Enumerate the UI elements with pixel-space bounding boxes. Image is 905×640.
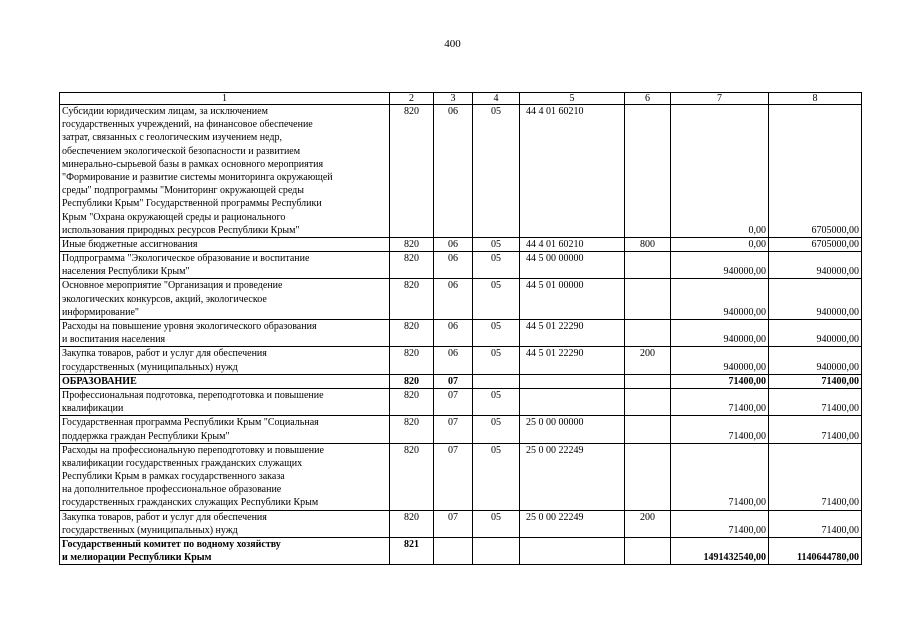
row-name-line: Закупка товаров, работ и услуг для обеспечения (62, 511, 267, 523)
row-name-line: Республики Крым в рамках государственного заказа (62, 471, 285, 483)
cell-amount-year2: 71400,00 (769, 388, 862, 415)
row-name-line: государственных учреждений, на финансовое обеспечение (62, 119, 313, 131)
column-header: 5 (520, 93, 625, 105)
cell-amount-year2: 940000,00 (769, 347, 862, 374)
row-name-line: затрат, связанных с геологическим изучением недр, (62, 132, 282, 144)
row-name-line: "Формирование и развитие системы мониторинга окружающей (62, 171, 333, 183)
row-name-line: Государственная программа Республики Крым "Социальная (62, 417, 319, 429)
cell-code-target (520, 374, 625, 388)
table-row (60, 237, 862, 251)
cell-code-ministry: 820 (390, 347, 434, 374)
cell-amount-year1: 71400,00 (671, 443, 769, 510)
row-name (60, 237, 390, 251)
cell-amount-year1: 940000,00 (671, 279, 769, 320)
cell-code-expense-type (625, 443, 671, 510)
row-name-line: Профессиональная подготовка, переподготовка и повышение (62, 389, 324, 401)
row-name (60, 374, 390, 388)
table-row (60, 374, 862, 388)
cell-code-ministry: 820 (390, 279, 434, 320)
row-name (60, 105, 390, 238)
cell-code-subsection: 05 (473, 416, 520, 443)
row-name-line: государственных (муниципальных) нужд (62, 361, 238, 373)
cell-amount-year1: 940000,00 (671, 252, 769, 279)
row-name-line: ОБРАЗОВАНИЕ (62, 375, 137, 387)
cell-code-expense-type (625, 279, 671, 320)
cell-code-section: 06 (434, 252, 473, 279)
row-name-line: информирование" (62, 306, 139, 318)
row-name (60, 416, 390, 443)
cell-code-target (520, 538, 625, 565)
cell-code-subsection (473, 538, 520, 565)
column-header: 1 (60, 93, 390, 105)
cell-code-ministry: 820 (390, 237, 434, 251)
cell-amount-year2: 1140644780,00 (769, 538, 862, 565)
cell-amount-year2: 71400,00 (769, 374, 862, 388)
row-name-line: Государственный комитет по водному хозяйству (62, 539, 281, 551)
row-name-line: Республики Крым" Государственной программы Республики (62, 198, 322, 210)
row-name-line: населения Республики Крым" (62, 266, 190, 278)
cell-code-ministry: 820 (390, 416, 434, 443)
cell-code-expense-type (625, 252, 671, 279)
row-name (60, 388, 390, 415)
row-name-line: Закупка товаров, работ и услуг для обеспечения (62, 348, 267, 360)
cell-code-target: 44 4 01 60210 (520, 237, 625, 251)
column-header: 8 (769, 93, 862, 105)
row-name (60, 510, 390, 537)
row-name-line: минерально-сырьевой базы в рамках основного мероприятия (62, 158, 324, 170)
cell-code-expense-type (625, 320, 671, 347)
header-row (60, 93, 862, 105)
cell-code-section: 06 (434, 279, 473, 320)
cell-code-section: 07 (434, 510, 473, 537)
cell-code-target: 44 5 01 22290 (520, 320, 625, 347)
column-header: 2 (390, 93, 434, 105)
cell-amount-year2: 71400,00 (769, 510, 862, 537)
cell-amount-year2: 940000,00 (769, 279, 862, 320)
cell-code-subsection: 05 (473, 105, 520, 238)
column-header: 6 (625, 93, 671, 105)
cell-amount-year1: 940000,00 (671, 347, 769, 374)
row-name-line: на дополнительное профессиональное образование (62, 484, 282, 496)
cell-code-section (434, 538, 473, 565)
table-row (60, 443, 862, 510)
row-name-line: экологических конкурсов, акций, экологическое (62, 293, 267, 305)
row-name-line: Основное мероприятие "Организация и проведение (62, 280, 283, 292)
cell-amount-year2: 6705000,00 (769, 105, 862, 238)
cell-code-section: 07 (434, 416, 473, 443)
row-name-line: использования природных ресурсов Республики Крым" (62, 224, 300, 236)
cell-amount-year1: 71400,00 (671, 374, 769, 388)
cell-code-subsection: 05 (473, 279, 520, 320)
row-name-line: среды" подпрограммы "Мониторинг окружающей среды (62, 185, 304, 197)
cell-code-target: 44 5 01 00000 (520, 279, 625, 320)
table-row (60, 538, 862, 565)
row-name-line: квалификации государственных гражданских служащих (62, 457, 303, 469)
table-row (60, 320, 862, 347)
cell-code-target: 44 5 01 22290 (520, 347, 625, 374)
budget-table (59, 92, 862, 565)
cell-amount-year1: 0,00 (671, 237, 769, 251)
cell-amount-year2: 71400,00 (769, 443, 862, 510)
cell-code-ministry: 820 (390, 105, 434, 238)
cell-code-ministry: 820 (390, 443, 434, 510)
cell-amount-year1: 1491432540,00 (671, 538, 769, 565)
cell-code-target: 25 0 00 22249 (520, 443, 625, 510)
column-header: 7 (671, 93, 769, 105)
cell-code-ministry: 821 (390, 538, 434, 565)
cell-code-expense-type (625, 416, 671, 443)
cell-code-ministry: 820 (390, 388, 434, 415)
cell-code-subsection: 05 (473, 510, 520, 537)
cell-code-ministry: 820 (390, 252, 434, 279)
cell-code-subsection: 05 (473, 443, 520, 510)
table-row (60, 279, 862, 320)
row-name (60, 347, 390, 374)
row-name-line: Субсидии юридическим лицам, за исключением (62, 106, 268, 117)
table-row (60, 252, 862, 279)
cell-code-expense-type: 200 (625, 347, 671, 374)
cell-code-expense-type (625, 374, 671, 388)
cell-code-target (520, 388, 625, 415)
row-name (60, 320, 390, 347)
cell-code-ministry: 820 (390, 374, 434, 388)
table-row (60, 388, 862, 415)
row-name-line: Расходы на профессиональную переподготовку и повышение (62, 444, 324, 456)
cell-code-subsection: 05 (473, 347, 520, 374)
row-name-line: и мелиорации Республики Крым (62, 552, 212, 564)
cell-amount-year1: 71400,00 (671, 510, 769, 537)
table-row (60, 347, 862, 374)
cell-amount-year2: 940000,00 (769, 320, 862, 347)
page-number: 400 (444, 38, 461, 50)
cell-code-ministry: 820 (390, 320, 434, 347)
cell-amount-year2: 940000,00 (769, 252, 862, 279)
row-name-line: обеспечением экологической безопасности и развитием (62, 145, 301, 157)
cell-code-subsection (473, 374, 520, 388)
row-name (60, 538, 390, 565)
row-name-line: квалификации (62, 403, 124, 415)
cell-code-section: 06 (434, 320, 473, 347)
row-name-line: Расходы на повышение уровня экологического образования (62, 321, 317, 333)
row-name-line: Подпрограмма "Экологическое образование и воспитание (62, 253, 310, 265)
table-row (60, 416, 862, 443)
cell-code-section: 07 (434, 388, 473, 415)
cell-code-expense-type (625, 388, 671, 415)
cell-code-subsection: 05 (473, 320, 520, 347)
cell-code-section: 07 (434, 374, 473, 388)
row-name-line: государственных гражданских служащих Республики Крым (62, 497, 319, 509)
row-name (60, 443, 390, 510)
cell-code-section: 06 (434, 237, 473, 251)
row-name-line: государственных (муниципальных) нужд (62, 524, 238, 536)
cell-amount-year2: 71400,00 (769, 416, 862, 443)
cell-code-expense-type (625, 105, 671, 238)
cell-code-target: 25 0 00 00000 (520, 416, 625, 443)
table-row (60, 105, 862, 238)
cell-code-target: 44 5 00 00000 (520, 252, 625, 279)
cell-code-target: 44 4 01 60210 (520, 105, 625, 238)
cell-code-section: 07 (434, 443, 473, 510)
cell-amount-year1: 71400,00 (671, 416, 769, 443)
row-name-line: Иные бюджетные ассигнования (62, 238, 198, 250)
column-header: 4 (473, 93, 520, 105)
row-name-line: Крым "Охрана окружающей среды и рационального (62, 211, 286, 223)
cell-amount-year1: 940000,00 (671, 320, 769, 347)
cell-code-expense-type: 200 (625, 510, 671, 537)
table-row (60, 510, 862, 537)
row-name-line: и воспитания населения (62, 334, 166, 346)
cell-amount-year1: 0,00 (671, 105, 769, 238)
column-header: 3 (434, 93, 473, 105)
cell-code-ministry: 820 (390, 510, 434, 537)
row-name (60, 252, 390, 279)
cell-code-target: 25 0 00 22249 (520, 510, 625, 537)
row-name-line: поддержка граждан Республики Крым" (62, 430, 230, 442)
cell-amount-year1: 71400,00 (671, 388, 769, 415)
cell-code-expense-type: 800 (625, 237, 671, 251)
cell-code-subsection: 05 (473, 388, 520, 415)
cell-amount-year2: 6705000,00 (769, 237, 862, 251)
cell-code-section: 06 (434, 347, 473, 374)
cell-code-section: 06 (434, 105, 473, 238)
row-name (60, 279, 390, 320)
cell-code-expense-type (625, 538, 671, 565)
cell-code-subsection: 05 (473, 252, 520, 279)
cell-code-subsection: 05 (473, 237, 520, 251)
